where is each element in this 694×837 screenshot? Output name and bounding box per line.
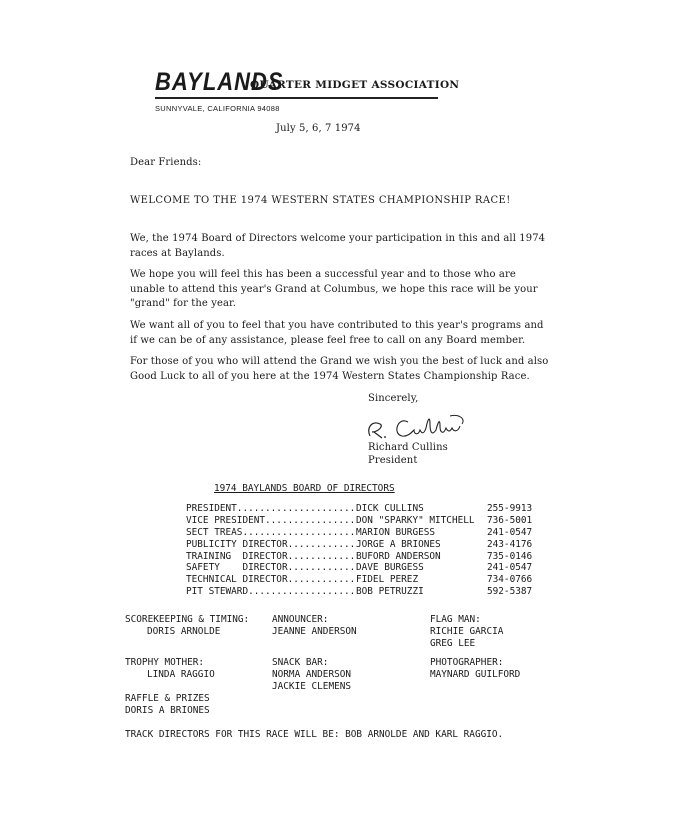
letterhead-rule xyxy=(155,97,438,99)
association-name: QUARTER MIDGET ASSOCIATION xyxy=(250,79,460,91)
board-row xyxy=(186,527,547,539)
board-member: DAVE BURGESS xyxy=(356,562,424,574)
announcer-name: JEANNE ANDERSON xyxy=(272,626,357,637)
paragraph-3: We want all of you to feel that you have contributed to this year's programs and if we can be of any assistance, please feel free to call on any Board member. xyxy=(130,320,544,346)
board-member: MARION BURGESS xyxy=(356,526,436,538)
board-role: TRAINING DIRECTOR............ xyxy=(186,550,356,562)
closing: Sincerely, xyxy=(368,393,419,404)
board-phone: 592-5387 xyxy=(487,586,533,598)
board-role: PIT STEWARD................... xyxy=(186,586,356,598)
scorekeeping-name: DORIS ARNOLDE xyxy=(147,626,221,637)
board-role: TECHNICAL DIRECTOR............ xyxy=(186,574,356,586)
board-row xyxy=(186,503,547,515)
flagman-name-1: RICHIE GARCIA xyxy=(430,626,504,637)
board-role: PRESIDENT..................... xyxy=(186,503,356,514)
board-phone: 736-5001 xyxy=(487,514,533,526)
flagman-label: FLAG MAN: xyxy=(430,614,481,625)
letter-date: July 5, 6, 7 1974 xyxy=(276,123,361,134)
board-role: SAFETY DIRECTOR............ xyxy=(186,562,356,574)
board-phone: 241-0547 xyxy=(487,562,533,574)
board-phone: 735-0146 xyxy=(487,550,533,562)
announcer-label: ANNOUNCER: xyxy=(272,614,329,625)
snack-label: SNACK BAR: xyxy=(272,657,329,668)
board-member: JORGE A BRIONES xyxy=(356,538,441,550)
board-member: DON "SPARKY" MITCHELL xyxy=(356,514,475,526)
signature xyxy=(362,410,472,444)
track-directors: TRACK DIRECTORS FOR THIS RACE WILL BE: BOB ARNOLDE AND KARL RAGGIO. xyxy=(125,729,504,740)
trophy-label: TROPHY MOTHER: xyxy=(125,657,205,668)
raffle-name: DORIS A BRIONES xyxy=(125,705,210,716)
board-row xyxy=(186,515,547,527)
board-table xyxy=(186,503,547,598)
snack-name-1: NORMA ANDERSON xyxy=(272,669,352,680)
photographer-name: MAYNARD GUILFORD xyxy=(430,669,521,680)
board-role: SECT TREAS.................... xyxy=(186,526,356,538)
board-row xyxy=(186,586,547,598)
signer-title: President xyxy=(368,455,418,466)
scorekeeping-label: SCOREKEEPING & TIMING: xyxy=(125,614,250,625)
baylands-logo: BAYLANDS xyxy=(155,67,284,96)
board-phone: 255-9913 xyxy=(487,503,533,514)
board-row xyxy=(186,574,547,586)
board-member: DICK CULLINS xyxy=(356,503,424,514)
flagman-name-2: GREG LEE xyxy=(430,638,476,649)
board-member: BUFORD ANDERSON xyxy=(356,550,441,562)
board-role: PUBLICITY DIRECTOR............ xyxy=(186,538,356,550)
signer-name: Richard Cullins xyxy=(368,442,448,453)
paragraph-4: For those of you who will attend the Grand we wish you the best of luck and also Good Luck to all of you here at the 1974 Western States Championship Race. xyxy=(130,356,549,382)
board-phone: 734-0766 xyxy=(487,574,533,586)
board-row xyxy=(186,539,547,551)
board-phone: 241-0547 xyxy=(487,526,533,538)
board-member: BOB PETRUZZI xyxy=(356,586,424,598)
snack-name-2: JACKIE CLEMENS xyxy=(272,681,352,692)
letterhead-address: SUNNYVALE, CALIFORNIA 94088 xyxy=(155,104,280,113)
board-row xyxy=(186,562,547,574)
paragraph-1: We, the 1974 Board of Directors welcome your participation in this and all 1974 races at Baylands. xyxy=(130,233,546,259)
photographer-label: PHOTOGRAPHER: xyxy=(430,657,504,668)
board-heading: 1974 BAYLANDS BOARD OF DIRECTORS xyxy=(214,483,395,494)
board-member: FIDEL PEREZ xyxy=(356,574,419,586)
raffle-label: RAFFLE & PRIZES xyxy=(125,693,210,704)
trophy-name: LINDA RAGGIO xyxy=(147,669,215,680)
paragraph-2: We hope you will feel this has been a successful year and to those who are unable to attend this year's Grand at Columbus, we hope this race will be your "grand" for the year. xyxy=(130,269,538,309)
board-row xyxy=(186,551,547,563)
board-phone: 243-4176 xyxy=(487,538,533,550)
salutation: Dear Friends: xyxy=(130,157,202,168)
board-role: VICE PRESIDENT................ xyxy=(186,514,356,526)
welcome-headline: WELCOME TO THE 1974 WESTERN STATES CHAMPIONSHIP RACE! xyxy=(130,195,511,206)
